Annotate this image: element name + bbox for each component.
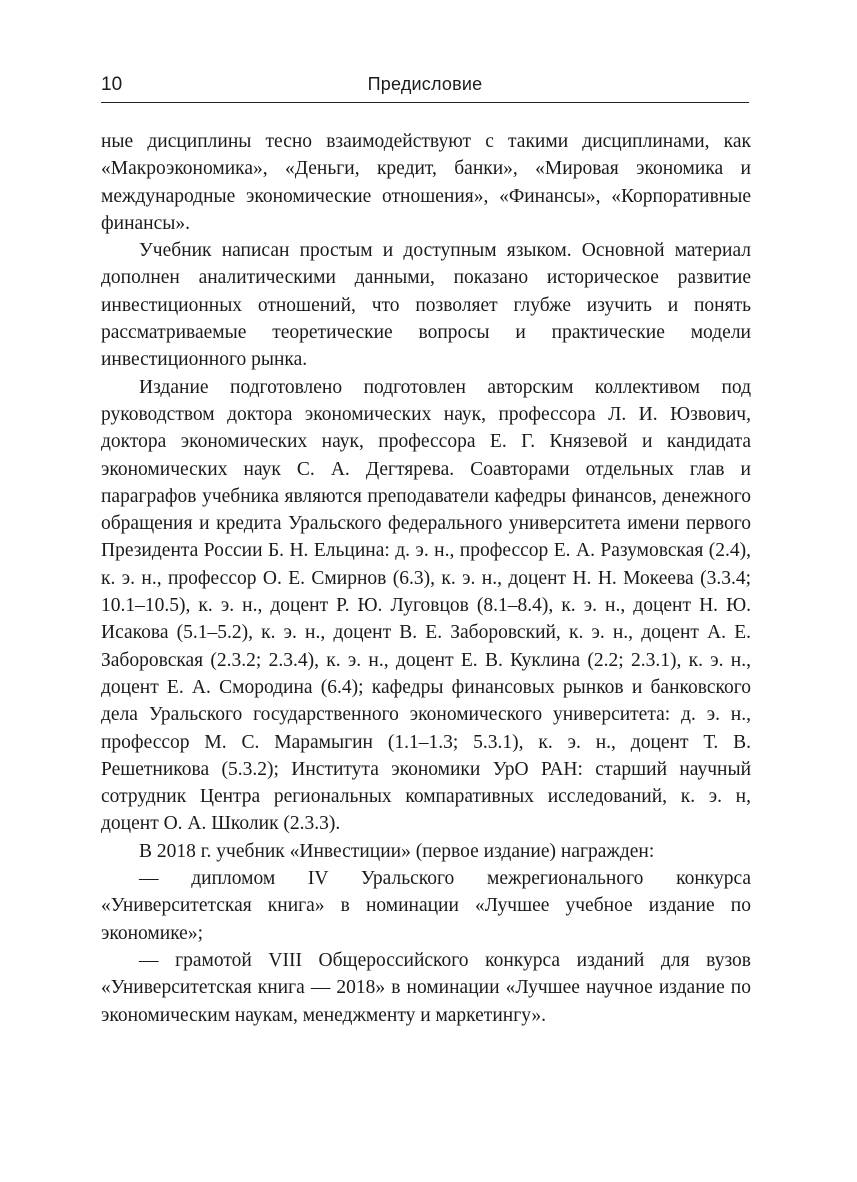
- running-title: Предисловие: [367, 74, 483, 94]
- paragraph-authors: Издание подготовлено подготовлен авторским коллективом под руководством доктора экономических наук, профессора Л. И. Юзвович, доктора экономических наук, профессора Е. Г. Князевой и кандидата экономических наук С. А. Дегтярева. Соавторами отдельных глав и параграфов учебника являются преподаватели кафедры финансов, денежного обращения и кредита Уральского федерального университета имени первого Президента России Б. Н. Ельцина: д. э. н., профессор Е. А. Разумовская (2.4), к. э. н., профессор О. Е. Смирнов (6.3), к. э. н., доцент Н. Н. Мокеева (3.3.4; 10.1–10.5), к. э. н., доцент Р. Ю. Луговцов (8.1–8.4), к. э. н., доцент Н. Ю. Исакова (5.1–5.2), к. э. н., доцент В. Е. Заборовский, к. э. н., доцент А. Е. Заборовская (2.3.2; 2.3.4), к. э. н., доцент Е. В. Куклина (2.2; 2.3.1), к. э. н., доцент Е. А. Смородина (6.4); кафедры финансовых рынков и банковского дела Уральского государственного экономического университета: д. э. н., профессор М. С. Марамыгин (1.1–1.3; 5.3.1), к. э. н., доцент Т. В. Решетникова (5.3.2); Института экономики УрО РАН: старший научный сотрудник Центра региональных компаративных исследований, к. э. н, доцент О. А. Школик (2.3.3).: [101, 376, 751, 835]
- paragraph-textbook-language: Учебник написан простым и доступным языком. Основной материал дополнен аналитическими данными, показано историческое развитие инвестиционных отношений, что позволяет глубже изучить и понять рассматриваемые теоретические вопросы и практические модели инвестиционного рынка.: [101, 240, 751, 371]
- paragraph-awards-intro: В 2018 г. учебник «Инвестиции» (первое издание) награжден:: [139, 840, 655, 862]
- paragraph-continuation: ные дисциплины тесно взаимодействуют с такими дисциплинами, как «Макроэкономика», «Деньги, кредит, банки», «Мировая экономика и международные экономические отношения», «Финансы», «Корпоративные финансы».: [101, 131, 751, 234]
- page-number: 10: [101, 74, 123, 95]
- paragraph-award-diploma: — дипломом IV Уральского межрегионального конкурса «Университетская книга» в номинации «Лучшее учебное издание по экономике»;: [101, 868, 751, 944]
- page-header: [101, 66, 749, 103]
- body-text: [101, 128, 751, 1029]
- paragraph-award-certificate: — грамотой VIII Общероссийского конкурса изданий для вузов «Университетская книга — 2018» в номинации «Лучшее научное издание по экономическим наукам, менеджменту и маркетингу».: [101, 949, 751, 1026]
